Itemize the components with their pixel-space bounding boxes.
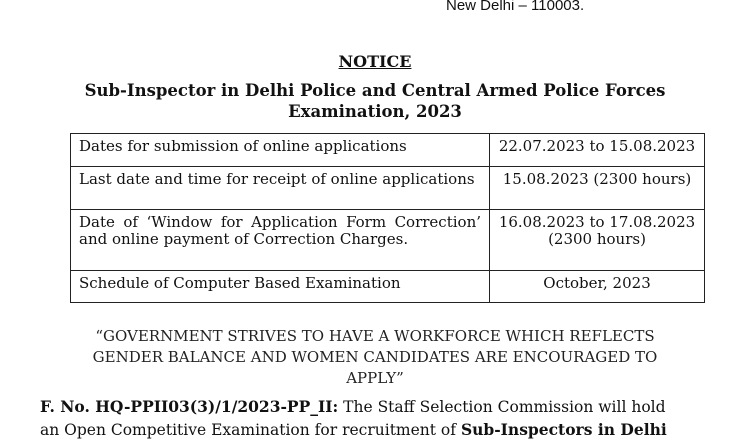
- slogan-line3: APPLY”: [346, 369, 404, 387]
- body-paragraph-line1: [40, 396, 705, 418]
- file-number: F. No. HQ-PPII03(3)/1/2023-PP_II:: [40, 397, 339, 416]
- schedule-label: Last date and time for receipt of online applications: [71, 167, 490, 210]
- schedule-value: 22.07.2023 to 15.08.2023: [490, 134, 705, 167]
- body-paragraph-line2: [40, 419, 705, 441]
- schedule-value: 15.08.2023 (2300 hours): [490, 167, 705, 210]
- body-text2: an Open Competitive Examination for recruitment of: [40, 421, 461, 439]
- body-text2-bold: Sub-Inspectors in Delhi: [460, 420, 667, 439]
- schedule-row: [71, 134, 705, 167]
- schedule-label: Schedule of Computer Based Examination: [71, 271, 490, 303]
- schedule-row: [71, 210, 705, 271]
- slogan-line1: “GOVERNMENT STRIVES TO HAVE A WORKFORCE WHICH REFLECTS: [95, 327, 655, 345]
- schedule-value: [490, 210, 705, 271]
- schedule-value-line1: 16.08.2023 to 17.08.2023: [498, 213, 696, 231]
- notice-title-line1: Sub-Inspector in Delhi Police and Central Armed Police Forces: [84, 81, 666, 100]
- schedule-row: [71, 167, 705, 210]
- schedule-label: Dates for submission of online applications: [71, 134, 490, 167]
- schedule-label: Date of ‘Window for Application Form Correction’ and online payment of Correction Charges.: [71, 210, 490, 271]
- slogan-line2: GENDER BALANCE AND WOMEN CANDIDATES ARE ENCOURAGED TO: [92, 348, 658, 366]
- notice-title-line2: Examination, 2023: [288, 102, 462, 121]
- schedule-row: [71, 271, 705, 303]
- schedule-table: [70, 133, 705, 303]
- schedule-value-line2: (2300 hours): [548, 230, 646, 248]
- schedule-value: October, 2023: [490, 271, 705, 303]
- gender-balance-slogan: [0, 326, 750, 389]
- body-text1: The Staff Selection Commission will hold: [338, 398, 666, 416]
- header-address: New Delhi – 110003.: [446, 0, 585, 14]
- notice-label: NOTICE: [338, 52, 412, 71]
